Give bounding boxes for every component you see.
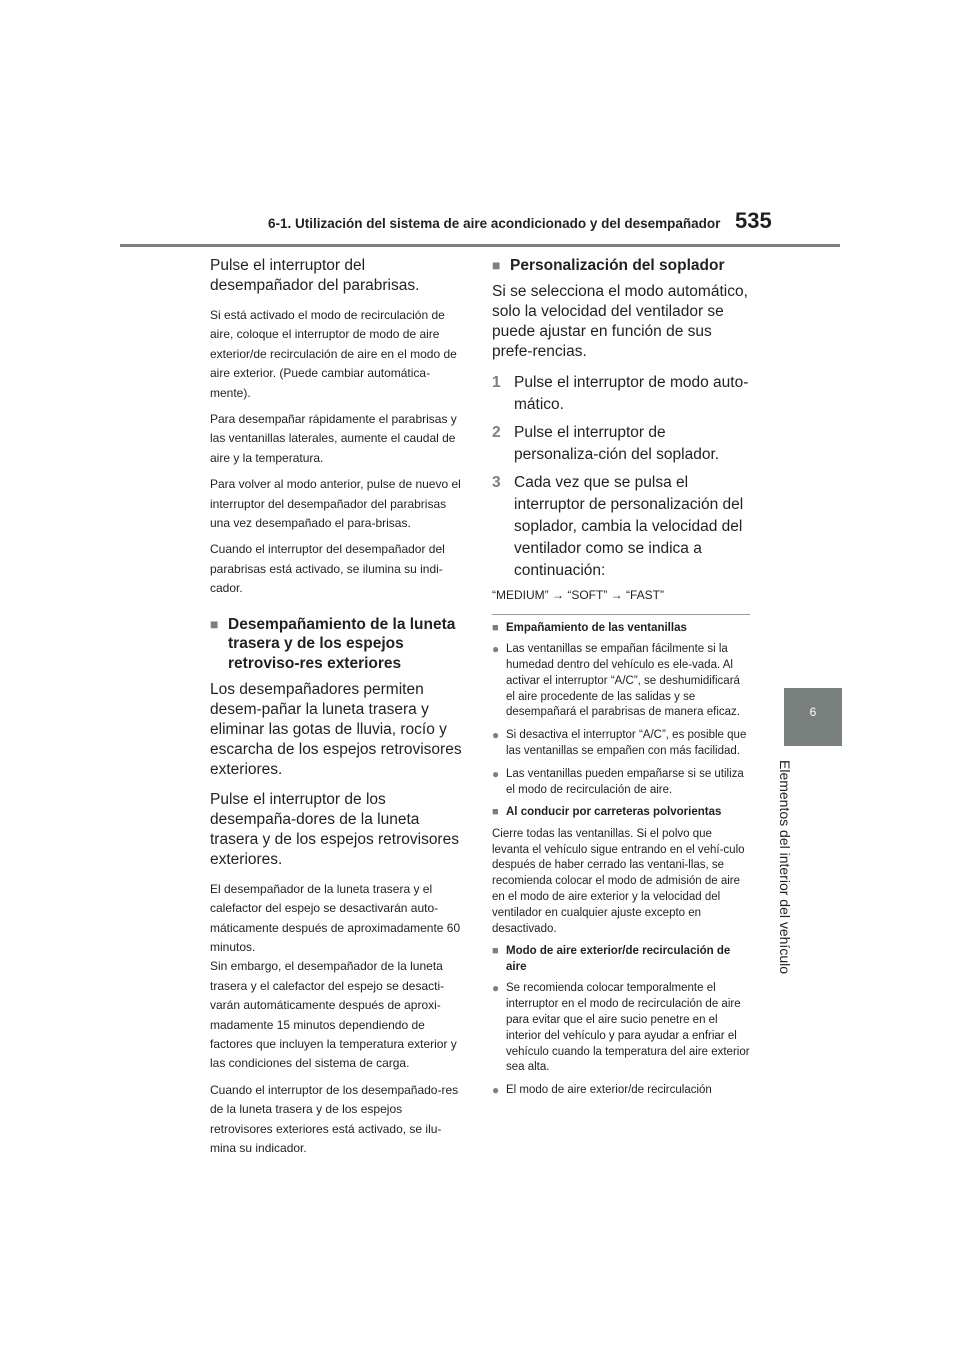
step-text: Pulse el interruptor de personaliza-ción del soplador. [514,423,720,463]
circle-bullet-icon: ● [492,981,500,996]
section-title: 6-1. Utilización del sistema de aire acondicionado y del desempañador [268,216,721,231]
note: Cuando el interruptor del desempañador del parabrisas está activado, se ilumina su indi-cador. [210,542,445,596]
bullet-text: Las ventanillas se empañan fácilmente si la humedad dentro del vehículo es ele-vada. Al activar el interruptor “A/C”, se deshumidificará el aire procedente de las salidas y se desempañará el parabrisas de manera eficaz. [506,643,740,719]
note: Sin embargo, el desempañador de la luneta trasera y el calefactor del espejo se desacti-varán automáticamente después de aproxi-madamente 15 minutos dependiendo de factores que incluyen la temperatura exterior y las condiciones del sistema de carga. [210,959,457,1071]
bullet-text: El modo de aire exterior/de recirculación [506,1084,712,1097]
note: Para desempañar rápidamente el parabrisas y las ventanillas laterales, aumente el caudal de aire y la temperatura. [210,412,457,465]
chapter-label [777,760,811,980]
section-heading [492,256,750,276]
step-text: Cada vez que se pulsa el interruptor de personalización del soplador, cambia la velocidad del ventilador como se indica a continuación: [514,473,744,579]
circle-bullet-icon: ● [492,1083,500,1098]
info-heading [492,805,750,821]
step-number: 3 [492,473,501,491]
info-heading-text: Modo de aire exterior/de recirculación de aire [506,945,731,973]
step [492,472,750,582]
square-bullet-icon: ■ [210,615,219,632]
section-heading-text: Desempañamiento de la luneta trasera y de los espejos retroviso-res exteriores [228,615,456,673]
body-text: Los desempañadores permiten desem-pañar la luneta trasera y eliminar las gotas de lluvia, rocío y escarcha de los espejos retrovisores exteriores. [210,680,462,778]
square-bullet-icon: ■ [492,806,499,819]
square-bullet-icon: ■ [492,945,499,958]
body-text: Si se selecciona el modo automático, solo la velocidad del ventilador se puede ajustar en función de sus prefe-rencias. [492,282,748,360]
square-bullet-icon: ■ [492,257,501,273]
bullet-item [492,1083,750,1099]
step-number: 2 [492,423,501,441]
bullet-text: Se recomienda colocar temporalmente el interruptor en el modo de recirculación de aire para evitar que el aire sucio penetre en el interior del vehículo y para ayudar a enfriar el vehículo cuando la temperatura del aire exterior sea alta. [506,982,750,1074]
step [492,422,750,466]
circle-bullet-icon: ● [492,766,500,781]
note: Cuando el interruptor de los desempañado-res de la luneta trasera y de los espejos retrovisores exteriores está activado, se ilu-mina su indicador. [210,1082,459,1156]
intro-text: Pulse el interruptor del desempañador del parabrisas. [210,257,420,294]
divider [492,614,750,615]
circle-bullet-icon: ● [492,642,500,657]
info-text: Cierre todas las ventanillas. Si el polvo que levanta el vehículo sigue entrando en el vehí-culo después de haber cerrado las ventani-llas, se recomienda colocar el modo de admisión de aire en el modo de aire exterior y la velocidad del ventilador en cualquier ajuste excepto en desactivado. [492,827,745,935]
info-heading-text: Empañamiento de las ventanillas [506,621,687,634]
page-number: 535 [735,208,772,233]
section-heading [210,615,465,674]
bullet-item [492,642,750,721]
info-heading [492,621,750,637]
info-heading [492,944,750,975]
info-heading-text: Al conducir por carreteras polvorientas [506,806,722,819]
bullet-item [492,767,750,799]
note: Para volver al modo anterior, pulse de nuevo el interruptor del desempañador del parabrisas una vez desempañado el para-brisas. [210,477,461,531]
chapter-tab[interactable]: 6 [784,688,842,746]
square-bullet-icon: ■ [492,621,499,634]
note: Si está activado el modo de recirculación de aire, coloque el interruptor de modo de aire exterior/de recirculación de aire en el modo de aire exterior. (Puede cambiar automática-mente). [210,308,457,400]
right-column [492,256,750,1106]
bullet-item [492,981,750,1076]
bullet-text: Las ventanillas pueden empañarse si se utiliza el modo de recirculación de aire. [506,767,744,796]
bullet-item [492,728,750,760]
step-number: 1 [492,373,501,391]
step [492,372,750,416]
chapter-title: Elementos del interior del vehículo [777,760,793,975]
step-text: Pulse el interruptor de modo auto-mático. [514,373,749,413]
note: El desempañador de la luneta trasera y el calefactor del espejo se desactivarán auto-máticamente después de aproximadamente 60 minutos. [210,881,461,955]
circle-bullet-icon: ● [492,728,500,743]
speed-sequence: “MEDIUM” → “SOFT” → “FAST” [492,587,664,602]
body-text: Pulse el interruptor de los desempaña-dores de la luneta trasera y de los espejos retrovisores exteriores. [210,790,459,868]
section-heading-text: Personalización del soplador [510,257,725,274]
left-column [210,256,465,1165]
header-rule [120,244,840,247]
bullet-text: Si desactiva el interruptor “A/C”, es posible que las ventanillas se empañen con más facilidad. [506,729,747,757]
